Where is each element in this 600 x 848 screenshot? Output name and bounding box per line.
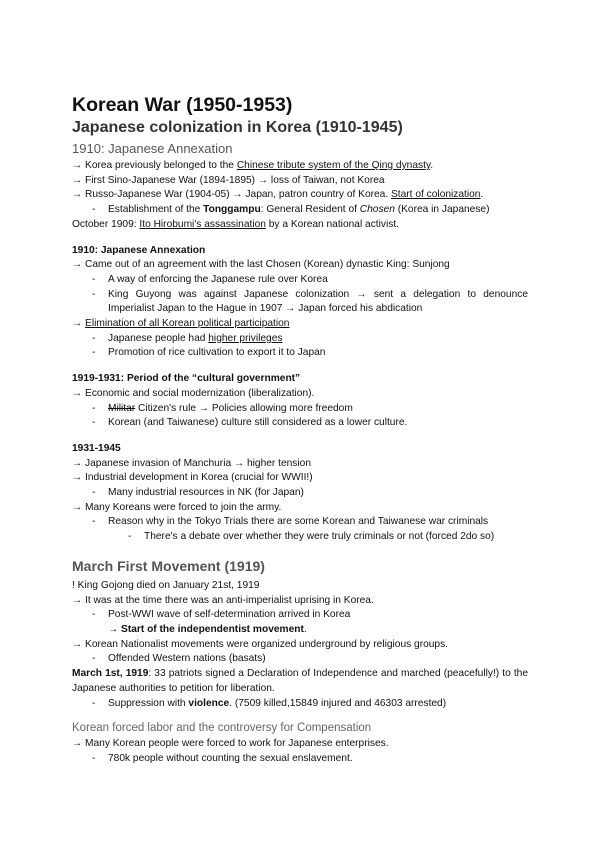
bullet-debate: - There's a debate over whether they were truly criminals or not (forced 2do so) (72, 530, 528, 545)
bullet-industrial-resources: - Many industrial resources in NK (for Japan) (72, 486, 528, 501)
heading-march-first: March First Movement (1919) (72, 557, 265, 574)
line-modernization: → Economic and social modernization (liberalization). (72, 387, 315, 399)
bullet-japanese-rule: - A way of enforcing the Japanese rule over Korea (72, 273, 528, 288)
heading-cultural-government: 1919-1931: Period of the “cultural government” (72, 373, 301, 385)
bullet-tokyo-trials: - Reason why in the Tokyo Trials there are some Korean and Taiwanese war criminals (72, 515, 528, 530)
bullet-privileges: - Japanese people had higher privileges (72, 332, 528, 347)
bullet-780k: - 780k people without counting the sexual enslavement. (72, 752, 528, 767)
line-independentist: → Start of the independentist movement. (108, 623, 307, 635)
line-forced-work: → Many Korean people were forced to work for Japanese enterprises. (72, 738, 389, 750)
heading-forced-labor: Korean forced labor and the controversy for Compensation (72, 722, 372, 735)
bullet-self-determination: - Post-WWI wave of self-determination arrived in Korea (72, 608, 528, 623)
bullet-western-nations: - Offended Western nations (basats) (72, 652, 528, 667)
bullet-rice-cultivation: - Promotion of rice cultivation to export it to Japan (72, 346, 528, 361)
heading-1931-1945: 1931-1945 (72, 442, 121, 454)
heading-annexation-bold: 1910: Japanese Annexation (72, 244, 206, 256)
line-march-first-declaration: March 1st, 1919: 33 patriots signed a Declaration of Independence and marched (peacefully!) to the Japanese authorities to petition for liberation. (72, 668, 528, 694)
line-russo-japanese-war: → Russo-Japanese War (1904-05) → Japan, patron country of Korea. Start of colonization. (72, 189, 484, 201)
bullet-lower-culture: - Korean (and Taiwanese) culture still considered as a lower culture. (72, 416, 528, 431)
line-nationalist-movements: → Korean Nationalist movements were organized underground by religious groups. (72, 638, 449, 650)
section-title-colonization: Japanese colonization in Korea (1910-1945) (72, 119, 403, 136)
line-industrial-development: → Industrial development in Korea (crucial for WWII!) (72, 472, 313, 484)
line-sunjong-agreement: → Came out of an agreement with the last Chosen (Korean) dynastic King: Sunjong (72, 259, 450, 271)
line-forced-army: → Many Koreans were forced to join the army. (72, 501, 282, 513)
line-tribute-system: → Korea previously belonged to the Chinese tribute system of the Qing dynasty. (72, 160, 434, 171)
bullet-king-guyong: - King Guyong was against Japanese colonization → sent a delegation to denounce Imperialist Japan to the Hague in 1907 → Japan forced his abdication (72, 288, 528, 317)
heading-annexation-1910: 1910: Japanese Annexation (72, 141, 233, 156)
bullet-citizens-rule: - Militar Citizen's rule → Policies allowing more freedom (72, 402, 528, 417)
line-ito-assassination: October 1909: Ito Hirobumi's assassination by a Korean national activist. (72, 218, 400, 230)
bullet-suppression: - Suppression with violence. (7509 killed,15849 injured and 46303 arrested) (72, 697, 528, 712)
bullet-tonggampu: - Establishment of the Tonggampu: General Resident of Chosen (Korea in Japanese) (72, 203, 528, 218)
line-political-elimination: → Elimination of all Korean political participation (72, 318, 290, 330)
line-gojong-death: ! King Gojong died on January 21st, 1919 (72, 579, 260, 591)
line-sino-japanese-war: → First Sino-Japanese War (1894-1895) → loss of Taiwan, not Korea (72, 174, 385, 186)
document-title: Korean War (1950-1953) (72, 94, 293, 116)
document-page (72, 92, 528, 767)
line-anti-imperialist: → It was at the time there was an anti-imperialist uprising in Korea. (72, 594, 374, 606)
line-manchuria: → Japanese invasion of Manchuria → higher tension (72, 457, 311, 469)
